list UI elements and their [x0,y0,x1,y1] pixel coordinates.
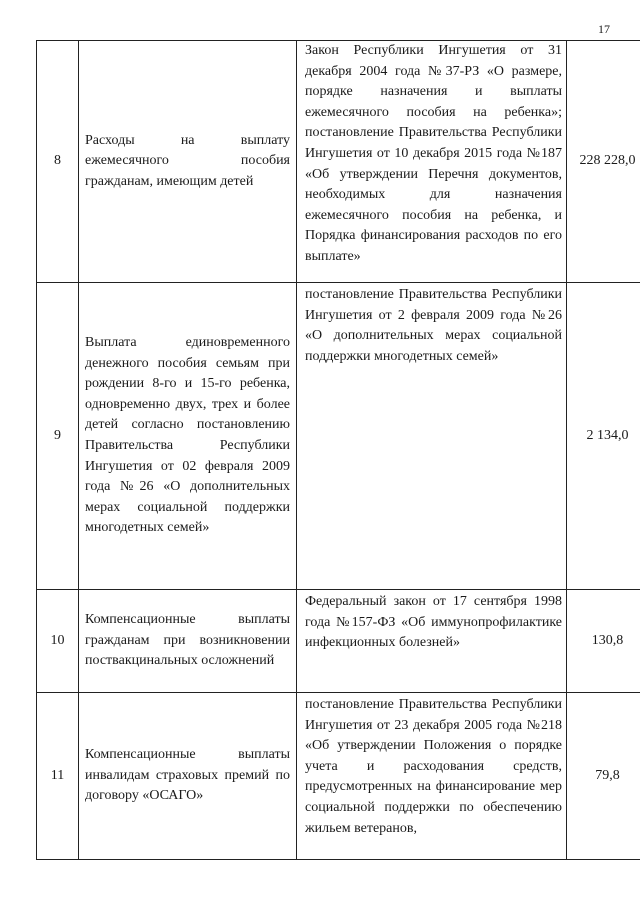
amount: 130,8 [567,590,640,693]
table-row [37,590,640,693]
expense-description: Компенсационные выплаты инвалидам страховых премий по договору «ОСАГО» [79,693,297,860]
expense-description: Расходы на выплату ежемесячного пособия гражданам, имеющим детей [79,41,297,283]
amount: 228 228,0 [567,41,640,283]
page-number: 17 [598,22,610,36]
legal-basis: постановление Правительства Республики Ингушетия от 23 декабря 2005 года №218 «Об утверждении Положения о порядке учета и расходования средств, предусмотренных на финансирование мер социальной поддержки по обеспечению жильем ветеранов, [297,693,567,860]
amount: 79,8 [567,693,640,860]
amount: 2 134,0 [567,283,640,590]
table-row [37,693,640,860]
row-number: 8 [37,41,79,283]
row-number: 9 [37,283,79,590]
expense-description: Компенсационные выплаты гражданам при возникновении поствакцинальных осложнений [79,590,297,693]
legal-basis: Закон Республики Ингушетия от 31 декабря 2004 года №37-РЗ «О размере, порядке назначения и выплаты ежемесячного пособия на ребенка»; постановление Правительства Республики Ингушетия от 10 декабря 2015 года №187 «Об утверждении Перечня документов, необходимых для назначения ежемесячного пособия на ребенка, и Порядка финансирования расходов по его выплате» [297,41,567,283]
budget-table [36,40,640,860]
legal-basis: Федеральный закон от 17 сентября 1998 года №157-ФЗ «Об иммунопрофилактике инфекционных болезней» [297,590,567,693]
legal-basis: постановление Правительства Республики Ингушетия от 2 февраля 2009 года №26 «О дополнительных мерах социальной поддержки многодетных семей» [297,283,567,590]
table-row [37,283,640,590]
row-number: 10 [37,590,79,693]
expense-description: Выплата единовременного денежного пособия семьям при рождении 8-го и 15-го ребенка, одновременно двух, трех и более детей согласно постановлению Правительства Республики Ингушетия от 02 февраля 2009 года №26 «О дополнительных мерах социальной поддержки многодетных семей» [79,283,297,590]
row-number: 11 [37,693,79,860]
table-row [37,41,640,283]
